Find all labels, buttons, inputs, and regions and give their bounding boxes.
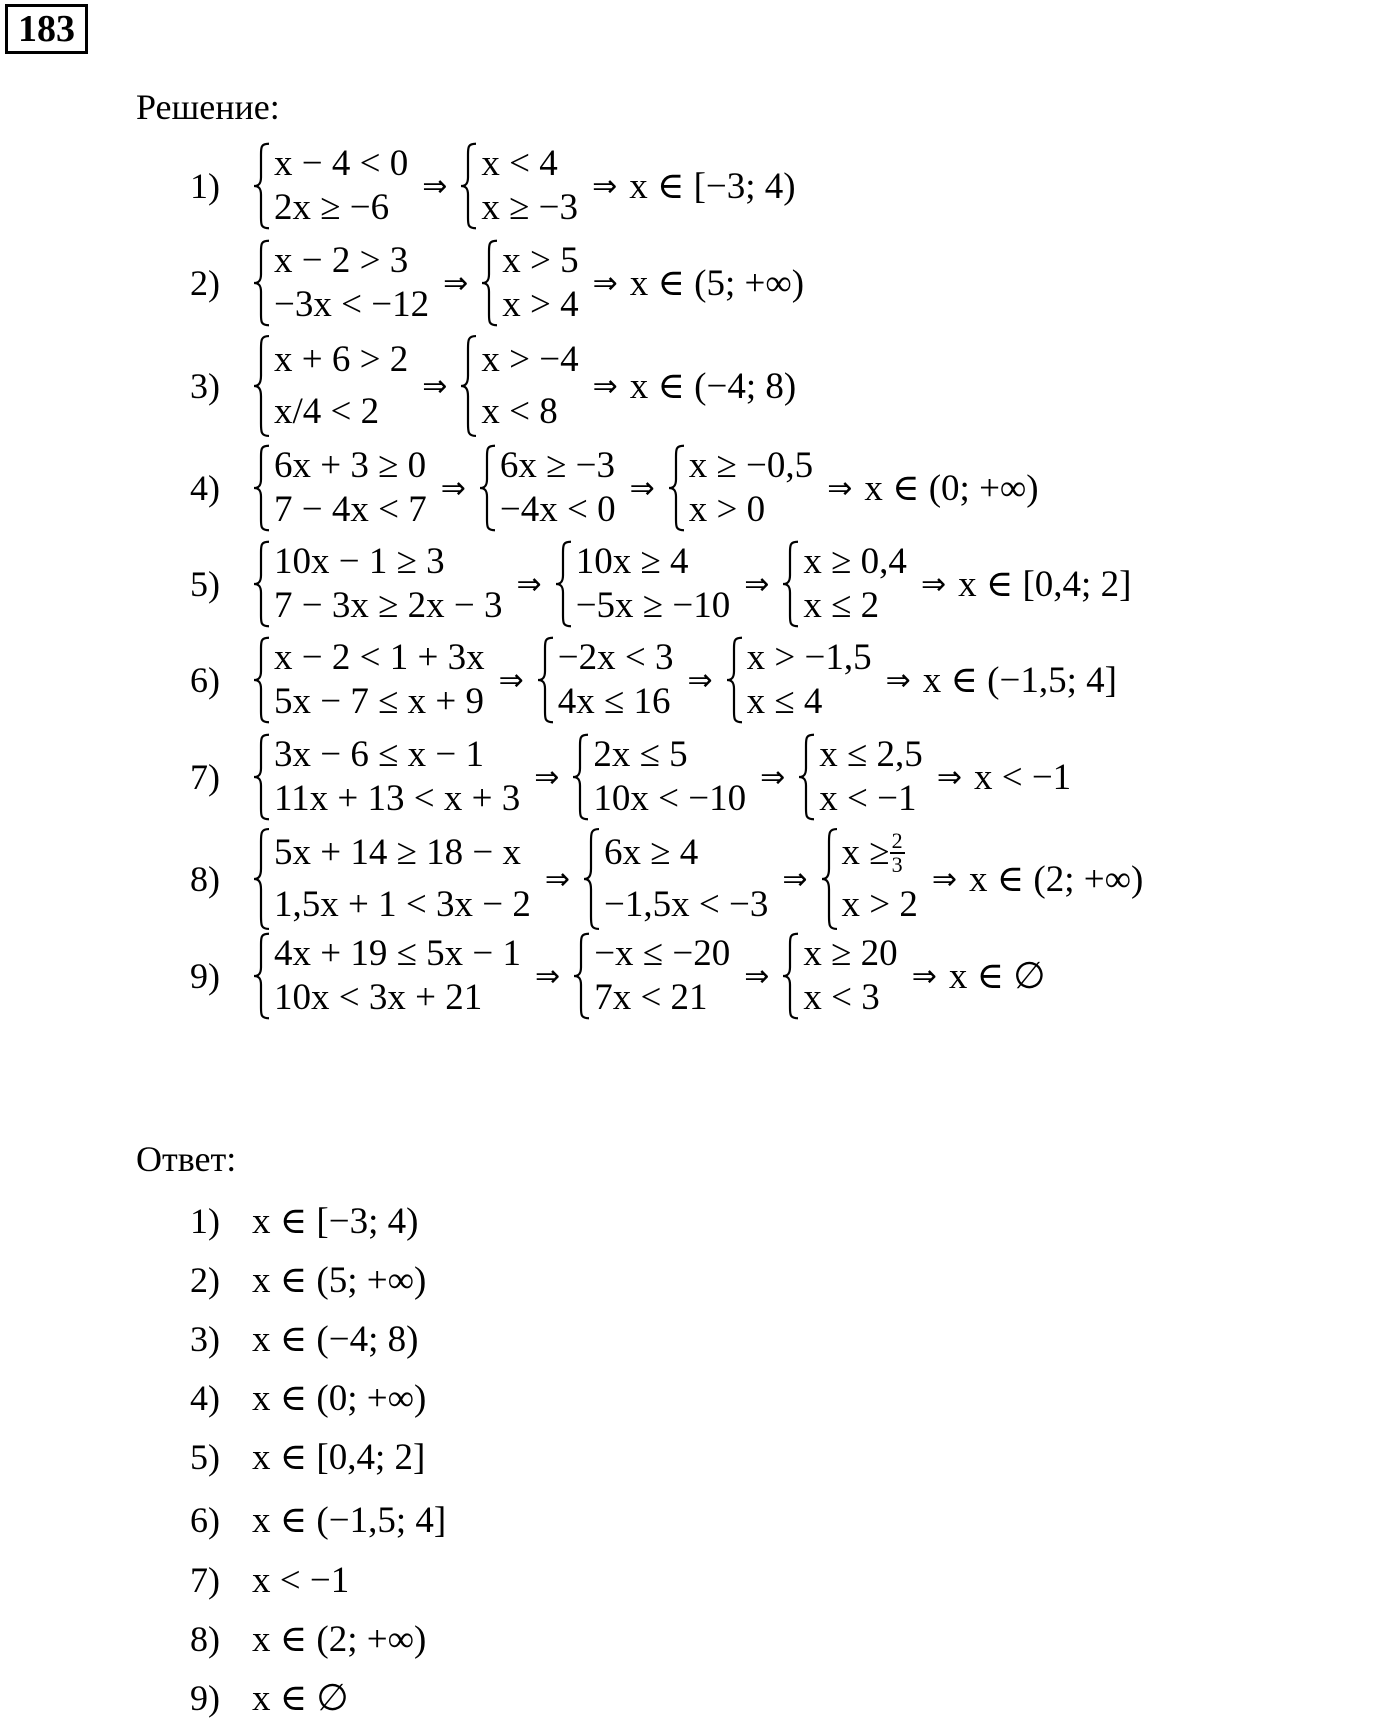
solution-row	[190, 442, 1039, 534]
system-brace-icon	[252, 932, 272, 1020]
inequality-system	[725, 636, 874, 724]
system-line: x < −1	[819, 778, 917, 819]
row-number: 6)	[190, 660, 220, 700]
system-lines	[817, 733, 925, 821]
system-lines	[272, 827, 533, 931]
system-line: x ≤ 2	[803, 585, 880, 626]
system-lines	[272, 932, 523, 1020]
row-number: 9)	[190, 956, 220, 996]
system-line: x − 2 > 3	[274, 240, 409, 281]
inequality-system	[252, 142, 410, 230]
fraction-expression: x ≥ $\frac{2}{3}$	[841, 828, 903, 877]
system-brace-icon	[554, 540, 574, 628]
implies-arrow: ⇒	[920, 566, 947, 602]
system-line: x > 5	[502, 240, 579, 281]
inequality-system	[571, 733, 748, 821]
inequality-system	[781, 932, 899, 1020]
answer-row	[190, 1373, 426, 1423]
system-line: 6x ≥ −3	[499, 445, 616, 486]
system-lines	[801, 540, 909, 628]
system-brace-icon	[252, 444, 272, 532]
system-brace-icon	[252, 636, 272, 724]
implies-arrow: ⇒	[936, 759, 962, 795]
system-line: x > −4	[481, 339, 579, 380]
answer-text: x ∈ (2; +∞)	[252, 1619, 427, 1660]
solution-row	[190, 140, 796, 232]
implies-arrow: ⇒	[534, 759, 560, 795]
inequality-system	[252, 540, 505, 628]
implies-arrow: ⇒	[744, 566, 770, 602]
system-lines	[500, 239, 580, 327]
answer-number: 4)	[190, 1378, 220, 1418]
answer-row	[190, 1432, 425, 1482]
row-number: 3)	[190, 366, 220, 406]
system-brace-icon	[725, 636, 745, 724]
system-line: 7x < 21	[594, 977, 708, 1018]
implies-arrow: ⇒	[629, 470, 655, 506]
implies-arrow: ⇒	[544, 861, 570, 897]
answer-number: 1)	[190, 1201, 220, 1241]
inequality-system	[252, 239, 431, 327]
system-lines	[272, 334, 410, 438]
inequality-system	[820, 827, 920, 931]
answer-row	[190, 1495, 446, 1545]
implies-arrow: ⇒	[782, 861, 808, 897]
system-brace-icon	[252, 733, 272, 821]
system-line: 2x ≥ −6	[274, 187, 390, 228]
system-lines	[592, 932, 732, 1020]
implies-arrow: ⇒	[911, 958, 937, 994]
inequality-system	[252, 636, 487, 724]
system-brace-icon	[781, 540, 801, 628]
system-line: x ≥ 0,4	[803, 541, 907, 582]
system-line: x > 0	[688, 489, 766, 530]
system-lines	[272, 142, 410, 230]
row-number: 7)	[190, 757, 220, 797]
system-lines	[272, 540, 505, 628]
solution-result: x ∈ [−3; 4)	[629, 166, 796, 207]
system-brace-icon	[480, 239, 500, 327]
inequality-system	[478, 444, 618, 532]
answer-row	[190, 1255, 426, 1305]
system-line: 5x − 7 ≤ x + 9	[274, 681, 485, 722]
inequality-system	[252, 827, 533, 931]
system-lines	[745, 636, 874, 724]
system-line: x > 4	[502, 284, 579, 325]
system-brace-icon	[459, 142, 479, 230]
answer-text: x ∈ (0; +∞)	[252, 1378, 427, 1419]
implies-arrow: ⇒	[592, 265, 618, 301]
implies-arrow: ⇒	[422, 168, 448, 204]
solution-result: x ∈ ∅	[948, 956, 1046, 997]
system-brace-icon	[478, 444, 498, 532]
system-line: x/4 < 2	[274, 391, 380, 432]
row-number: 2)	[190, 263, 220, 303]
row-number: 5)	[190, 564, 220, 604]
answer-text: x ∈ ∅	[252, 1678, 349, 1719]
system-lines	[272, 444, 429, 532]
system-line: x ≥ −3	[481, 187, 579, 228]
answer-text: x ∈ [−3; 4)	[252, 1201, 419, 1242]
system-brace-icon	[536, 636, 556, 724]
answer-row	[190, 1314, 418, 1364]
inequality-system	[252, 444, 429, 532]
solution-row	[190, 731, 1071, 823]
system-line: x ≤ 4	[746, 681, 823, 722]
inequality-system	[252, 932, 523, 1020]
solution-result: x ∈ [0,4; 2]	[958, 564, 1132, 605]
answer-text: x < −1	[252, 1559, 350, 1601]
inequality-system	[797, 733, 925, 821]
solution-row	[190, 237, 804, 329]
system-line: x ≥ 20	[803, 933, 898, 974]
answer-text: x ∈ (5; +∞)	[252, 1260, 427, 1301]
system-lines	[479, 142, 580, 230]
system-brace-icon	[252, 239, 272, 327]
solution-result: x ∈ (2; +∞)	[969, 859, 1144, 900]
answer-number: 9)	[190, 1678, 220, 1718]
system-line	[842, 827, 918, 879]
system-lines	[687, 444, 815, 532]
system-brace-icon	[252, 142, 272, 230]
implies-arrow: ⇒	[744, 958, 770, 994]
system-line: 4x ≤ 16	[557, 681, 671, 722]
solution-result: x ∈ (−4; 8)	[629, 366, 797, 407]
system-line: 10x − 1 ≥ 3	[274, 541, 445, 582]
system-line: −2x < 3	[557, 637, 674, 678]
solution-row	[190, 930, 1045, 1022]
system-brace-icon	[582, 827, 602, 931]
system-line: 10x < −10	[593, 778, 747, 819]
system-lines	[801, 932, 899, 1020]
system-lines	[574, 540, 733, 628]
system-lines	[498, 444, 618, 532]
implies-arrow: ⇒	[687, 662, 713, 698]
system-lines	[479, 334, 580, 438]
answer-number: 3)	[190, 1319, 220, 1359]
solution-result: x ∈ (5; +∞)	[629, 263, 805, 304]
answer-row	[190, 1614, 426, 1664]
system-lines	[272, 733, 522, 821]
row-number: 4)	[190, 468, 220, 508]
inequality-system	[554, 540, 733, 628]
system-line: 10x < 3x + 21	[274, 977, 483, 1018]
system-line: x > −1,5	[746, 637, 872, 678]
inequality-system	[582, 827, 770, 931]
inequality-system	[480, 239, 580, 327]
answer-heading: Ответ:	[136, 1139, 237, 1179]
system-line: −1,5x < −3	[604, 884, 769, 925]
system-lines	[602, 827, 770, 931]
system-brace-icon	[252, 334, 272, 438]
system-line: x < 4	[481, 143, 558, 184]
answer-text: x ∈ (−4; 8)	[252, 1319, 419, 1360]
system-line: −4x < 0	[499, 489, 616, 530]
implies-arrow: ⇒	[931, 861, 958, 897]
solution-row	[190, 538, 1131, 630]
system-line: 6x + 3 ≥ 0	[274, 445, 427, 486]
answer-number: 7)	[190, 1560, 220, 1600]
system-brace-icon	[459, 334, 479, 438]
answer-row	[190, 1555, 349, 1605]
inequality-system	[667, 444, 815, 532]
answer-number: 6)	[190, 1500, 220, 1540]
system-brace-icon	[820, 827, 840, 931]
system-line: 1,5x + 1 < 3x − 2	[274, 884, 531, 925]
system-line: x + 6 > 2	[274, 339, 409, 380]
solution-heading: Решение:	[136, 87, 280, 127]
system-line: −5x ≥ −10	[575, 585, 731, 626]
inequality-system	[781, 540, 909, 628]
system-line: 4x + 19 ≤ 5x − 1	[274, 933, 522, 974]
answer-row	[190, 1196, 418, 1246]
implies-arrow: ⇒	[592, 368, 618, 404]
system-line: 3x − 6 ≤ x − 1	[274, 734, 485, 775]
answer-text: x ∈ (−1,5; 4]	[252, 1500, 447, 1541]
implies-arrow: ⇒	[516, 566, 542, 602]
system-line: x − 2 < 1 + 3x	[274, 637, 485, 678]
solution-row	[190, 634, 1117, 726]
solution-result: x < −1	[973, 756, 1072, 798]
system-brace-icon	[571, 733, 591, 821]
system-brace-icon	[667, 444, 687, 532]
system-line: x < 8	[481, 391, 558, 432]
system-line: 5x + 14 ≥ 18 − x	[274, 832, 522, 873]
inequality-system	[252, 334, 410, 438]
system-line: 10x ≥ 4	[575, 541, 689, 582]
implies-arrow: ⇒	[885, 662, 911, 698]
implies-arrow: ⇒	[592, 168, 618, 204]
system-line: 11x + 13 < x + 3	[274, 778, 521, 819]
implies-arrow: ⇒	[422, 368, 448, 404]
system-lines	[591, 733, 748, 821]
solution-result: x ∈ (0; +∞)	[864, 468, 1039, 509]
system-brace-icon	[252, 540, 272, 628]
fraction	[890, 830, 905, 876]
solution-row	[190, 827, 1143, 931]
system-line: 2x ≤ 5	[593, 734, 688, 775]
system-lines	[272, 636, 487, 724]
solution-row	[190, 334, 796, 438]
fraction-denominator: 3	[891, 852, 903, 877]
answer-text: x ∈ [0,4; 2]	[252, 1437, 426, 1478]
implies-arrow: ⇒	[443, 265, 469, 301]
system-brace-icon	[797, 733, 817, 821]
implies-arrow: ⇒	[440, 470, 466, 506]
row-number: 8)	[190, 859, 220, 899]
system-line: 7 − 4x < 7	[274, 489, 427, 530]
system-brace-icon	[572, 932, 592, 1020]
system-brace-icon	[781, 932, 801, 1020]
implies-arrow: ⇒	[535, 958, 561, 994]
answer-number: 5)	[190, 1437, 220, 1477]
inequality-system	[572, 932, 732, 1020]
answer-row	[190, 1673, 349, 1723]
implies-arrow: ⇒	[498, 662, 524, 698]
implies-arrow: ⇒	[827, 470, 853, 506]
inequality-system	[459, 334, 580, 438]
solution-result: x ∈ (−1,5; 4]	[922, 660, 1117, 701]
system-line: x ≥ −0,5	[688, 445, 814, 486]
row-number: 1)	[190, 166, 220, 206]
system-brace-icon	[252, 827, 272, 931]
system-line: x < 3	[803, 977, 880, 1018]
answer-number: 8)	[190, 1619, 220, 1659]
system-line: −3x < −12	[274, 284, 430, 325]
inequality-system	[459, 142, 580, 230]
task-number-box: 183	[5, 4, 88, 54]
system-line: 6x ≥ 4	[604, 832, 699, 873]
inequality-system	[536, 636, 676, 724]
system-lines	[840, 827, 920, 931]
system-line: x > 2	[841, 884, 918, 925]
system-line: −x ≤ −20	[594, 933, 731, 974]
inequality-system	[252, 733, 522, 821]
system-line: x − 4 < 0	[274, 143, 409, 184]
system-lines	[556, 636, 676, 724]
system-lines	[272, 239, 431, 327]
answer-number: 2)	[190, 1260, 220, 1300]
system-line: 7 − 3x ≥ 2x − 3	[274, 585, 503, 626]
implies-arrow: ⇒	[760, 759, 786, 795]
fraction-numerator: 2	[891, 828, 903, 853]
system-line: x ≤ 2,5	[819, 734, 923, 775]
